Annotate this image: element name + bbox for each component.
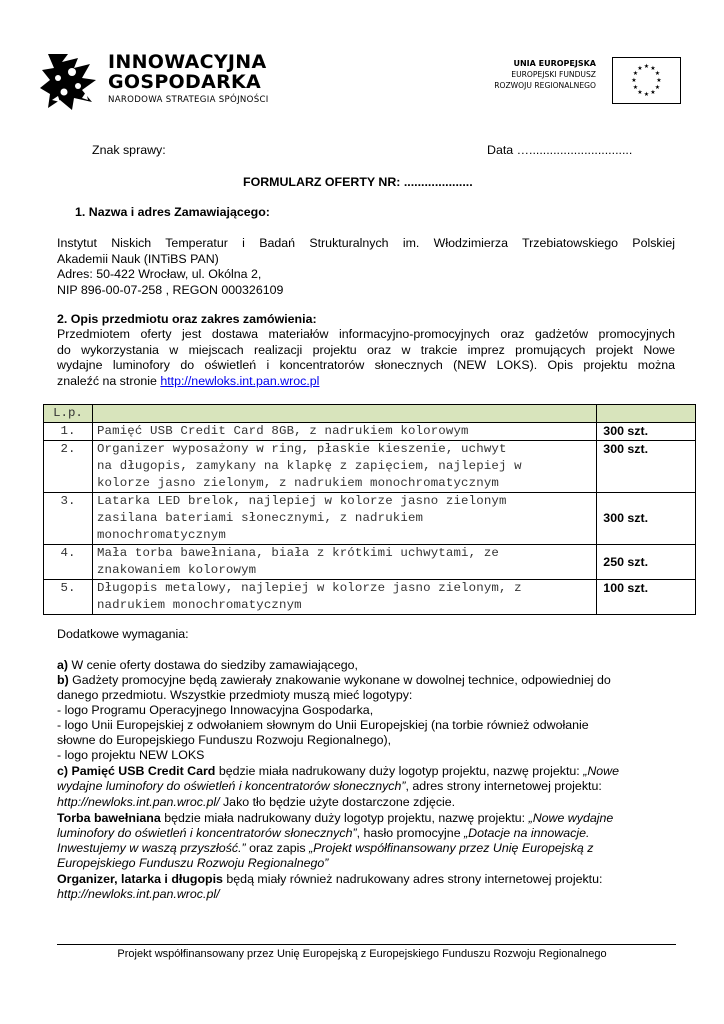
requirements-heading: Dodatkowe wymagania: [57,627,189,641]
row-desc [92,423,596,441]
requirement-c-line2 [57,779,602,795]
section1-body [57,236,675,298]
section2-line2: do wykorzystania w miejscach realizacji projektu oraz w trakcie imprez promujących projekt Nowe [57,342,675,357]
section2-body [57,327,675,389]
req-b-label: b) [57,673,69,687]
svg-text:★: ★ [654,70,661,77]
section1-line2: Akademii Nauk (INTiBS PAN) [57,251,219,266]
section1-line4: NIP 896-00-07-258 , REGON 000326109 [57,282,284,297]
svg-text:★: ★ [654,84,661,91]
table-header-desc [92,405,596,423]
req-bag-italic1: „Nowe wydajne [528,811,614,825]
table-header-row [44,405,696,423]
req-c-label: c) Pamięć USB Credit Card [57,764,216,778]
ig-logo-line3: NARODOWA STRATEGIA SPÓJNOŚCI [108,95,269,105]
section2-heading: 2. Opis przedmiotu oraz zakres zamówienia: [57,312,317,326]
req-bag-text1: będzie miała nadrukowany duży logotyp projektu, nazwę projektu: [160,811,529,825]
eu-flag-icon [612,57,681,104]
requirement-a [57,658,358,674]
row-desc-line: znakowaniem kolorowym [96,563,257,577]
table-header-lp: L.p. [44,405,93,423]
items-table [43,404,696,615]
row-desc-line: Pamięć USB Credit Card 8GB, z nadrukiem kolorowym [96,424,469,438]
svg-text:★: ★ [656,77,662,84]
row-lp: 4. [44,545,93,580]
row-desc-line: zasilana bateriami słonecznymi, z nadrukiem [96,511,424,525]
table-header-qty [597,405,696,423]
row-lp: 5. [44,580,93,615]
requirement-c-line3 [57,795,455,811]
project-website-link[interactable]: http://newloks.int.pan.wroc.pl [160,373,320,388]
case-number-label: Znak sprawy: [92,143,166,157]
section1-heading: 1. Nazwa i adres Zamawiającego: [75,205,270,219]
section2-line4-prefix: znaleźć na stronie [57,373,161,388]
row-qty: 300 szt. [597,441,696,493]
row-qty: 250 szt. [597,545,696,580]
footer-text: Projekt współfinansowany przez Unię Europejską z Europejskiego Funduszu Rozwoju Regionalnego [117,948,607,960]
eu-logo-line2: EUROPEJSKI FUNDUSZ [511,70,596,79]
svg-text:★: ★ [632,70,639,77]
req-c-italic2: wydajne luminofory do oświetleń i koncentratorów słonecznych” [57,779,406,793]
requirement-b-line1 [57,673,611,689]
requirement-b-item3: - logo projektu NEW LOKS [57,748,205,762]
row-lp: 3. [44,493,93,545]
req-bag-italic2: luminofory do oświetleń i koncentratorów słonecznych” [57,826,357,840]
row-desc-line: na długopis, zamykany na klapkę z zapięciem, najlepiej w [96,459,522,473]
footer-divider [57,944,676,945]
svg-text:★: ★ [643,91,650,98]
row-qty: 300 szt. [597,493,696,545]
req-a-label: a) [57,658,69,672]
ig-emblem-icon [38,50,100,112]
row-desc [92,545,596,580]
row-desc [92,441,596,493]
row-desc-line: monochromatycznym [96,528,226,542]
ig-logo-line1: INNOWACYJNA [108,51,267,73]
eu-logo-line3: ROZWOJU REGIONALNEGO [494,81,596,90]
requirement-b-item1: - logo Programu Operacyjnego Innowacyjna Gospodarka, [57,703,374,717]
row-desc [92,580,596,615]
req-c-text2: , adres strony internetowej projektu: [405,779,602,793]
section1-line1: Instytut Niskich Temperatur i Badań Strukturalnych im. Włodzimierza Trzebiatowskiego Polskiej [57,236,675,250]
req-bag-label: Torba bawełniana [57,811,161,825]
svg-text:★: ★ [631,77,637,84]
row-lp: 2. [44,441,93,493]
section2-line1: Przedmiotem oferty jest dostawa materiałów informacyjno-promocyjnych oraz gadżetów promocyjnych [57,327,675,341]
req-bag-italic3: „Dotacje na innowacje. [464,826,590,840]
row-desc [92,493,596,545]
req-org-label: Organizer, latarka i długopis [57,872,223,886]
requirement-bag-line4 [57,856,328,872]
req-bag-text2: , hasło promocyjne [356,826,465,840]
row-qty: 300 szt. [597,423,696,441]
eu-logo-text [494,58,596,91]
row-desc-line: kolorze jasno zielonym, z nadrukiem monochromatycznym [96,476,499,490]
req-c-italic3: http://newloks.int.pan.wroc.pl/ [57,795,220,809]
section2-line4 [57,374,675,390]
req-org-text: będą miały również nadrukowany adres strony internetowej projektu: [222,872,603,886]
table-row [44,441,696,493]
req-bag-italic4: Inwestujemy w waszą przyszłość.” [57,841,246,855]
req-c-text3: Jako tło będzie użyte dostarczone zdjęcie. [219,795,456,809]
requirement-b-item2: - logo Unii Europejskiej z odwołaniem słownym do Unii Europejskiej (na torbie również odwołanie [57,718,589,732]
svg-text:★: ★ [650,65,656,72]
requirement-org-line1 [57,872,602,888]
requirement-org-line2 [57,887,220,903]
req-a-text: W cenie oferty dostawa do siedziby zamawiającego, [68,658,358,672]
row-desc-line: Długopis metalowy, najlepiej w kolorze jasno zielonym, z [96,581,522,595]
req-bag-italic6: Europejskiego Funduszu Rozwoju Regionalnego” [57,856,329,870]
svg-text:★: ★ [643,63,650,70]
req-org-italic: http://newloks.int.pan.wroc.pl/ [57,887,220,901]
row-lp: 1. [44,423,93,441]
req-c-italic1: „Nowe [583,764,619,778]
eu-logo-line1: UNIA EUROPEJSKA [513,59,596,68]
req-bag-text3: oraz zapis [245,841,310,855]
section1-line3: Adres: 50-422 Wrocław, ul. Okólna 2, [57,267,262,281]
requirement-bag-line2 [57,826,589,842]
svg-text:★: ★ [637,89,643,96]
requirement-bag-line3 [57,841,593,857]
svg-text:★: ★ [632,84,639,91]
table-row [44,580,696,615]
requirement-bag-line1 [57,811,613,827]
requirement-b-item2b: słowne do Europejskiego Funduszu Rozwoju Regionalnego), [57,733,392,747]
innowacyjna-gospodarka-logo [38,50,278,114]
svg-text:★: ★ [637,65,643,72]
table-row [44,545,696,580]
table-row [44,493,696,545]
row-desc-line: Organizer wyposażony w ring, płaskie kieszenie, uchwyt [96,442,507,456]
row-qty: 100 szt. [597,580,696,615]
section2-line3: wydajne luminofory do oświetleń i koncentratorów słonecznych (NEW LOKS). Opis projektu można [57,358,675,372]
table-row [44,423,696,441]
row-desc-line: nadrukiem monochromatycznym [96,598,302,612]
req-bag-italic5: „Projekt współfinansowany przez Unię Europejską z [309,841,594,855]
requirement-b-line2: danego przedmiotu. Wszystkie przedmioty muszą mieć logotypy: [57,688,413,702]
requirement-c-line1 [57,764,619,780]
svg-text:★: ★ [650,89,656,96]
req-c-text1: będzie miała nadrukowany duży logotyp projektu, nazwę projektu: [215,764,584,778]
ig-logo-line2: GOSPODARKA [108,71,262,93]
row-desc-line: Mała torba bawełniana, biała z krótkimi uchwytami, ze [96,546,499,560]
eu-stars-icon [613,58,680,103]
row-desc-line: Latarka LED brelok, najlepiej w kolorze jasno zielonym [96,494,507,508]
date-label: Data ….............................. [487,143,633,157]
form-title: FORMULARZ OFERTY NR: .................... [243,175,473,189]
req-b-text1: Gadżety promocyjne będą zawierały znakowanie wykonane w dowolnej technice, odpowiedniej do [68,673,611,687]
